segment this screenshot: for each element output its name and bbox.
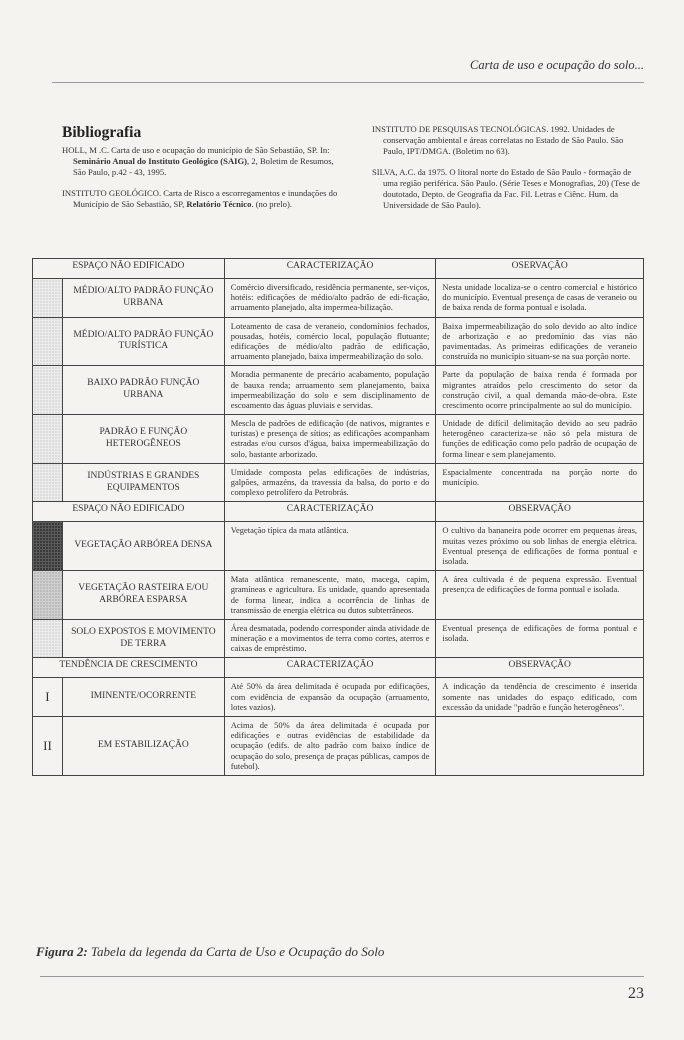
legend-caracterizacao-cell: Acima de 50% da área delimitada é ocupada por edificações e outras evidências de estabilidade da ocupação (edifs. de alto padrão com baixo índice de ocupação do solo, presença de praças públicas, campos de futebol). bbox=[224, 717, 436, 776]
bibliography-title: Bibliografia bbox=[62, 124, 142, 141]
legend-pattern-swatch bbox=[33, 366, 63, 415]
section-header-caracterizacao: CARACTERIZAÇÃO bbox=[224, 502, 436, 522]
legend-class-label: INDÚSTRIAS E GRANDES EQUIPAMENTOS bbox=[62, 463, 224, 502]
legend-pattern-swatch bbox=[33, 463, 63, 502]
legend-class-label: PADRÃO E FUNÇÃO HETEROGÊNEOS bbox=[62, 415, 224, 464]
legend-caracterizacao-cell: Área desmatada, podendo corresponder ainda atividade de mineração e a movimentos de terra como cortes, aterros e caixas de empréstimo. bbox=[224, 619, 436, 658]
header-rule bbox=[52, 82, 644, 83]
section-header-row bbox=[33, 502, 644, 522]
bibliography-right-column bbox=[372, 124, 646, 220]
legend-row bbox=[33, 366, 644, 415]
running-head: Carta de uso e ocupação do solo... bbox=[470, 58, 644, 72]
reference-entry: INSTITUTO DE PESQUISAS TECNOLÓGICAS. 1992. Unidades de conservação ambiental e áreas correlatas no Estado de São Paulo. São Paulo, IPT/DMGA. (Boletim no 63). bbox=[372, 124, 624, 157]
reference-entry: SILVA, A.C. da 1975. O litoral norte do Estado de São Paulo - formação de uma região periférica. São Paulo. (Série Teses e Monografias, 20) (Tese de doutotado, Depto. de Geografia da Fac. Fil. Letras e Ciênc. Hum. da Universidade de São Paulo). bbox=[372, 166, 640, 211]
footer-rule bbox=[40, 976, 644, 977]
legend-observacao-cell: Nesta unidade localiza-se o centro comercial e histórico do município. Eventual presença de casas de veraneio ou de baixa renda de forma pontual e isolada. bbox=[436, 279, 644, 318]
legend-pattern-swatch bbox=[33, 619, 63, 658]
legend-pattern-swatch bbox=[33, 279, 63, 318]
bibliography-left-column bbox=[62, 124, 344, 219]
legend-table bbox=[32, 258, 644, 776]
section-header-class: TENDÊNCIA DE CRESCIMENTO bbox=[33, 658, 225, 678]
section-header-caracterizacao: CARACTERIZAÇÃO bbox=[224, 658, 436, 678]
legend-class-label: VEGETAÇÃO RASTEIRA E/OU ARBÓREA ESPARSA bbox=[62, 571, 224, 620]
legend-row bbox=[33, 279, 644, 318]
legend-caracterizacao-cell: Loteamento de casa de veraneio, condomínios fechados, pousadas, hotéis, comércio local, população flutuante; edificações de médio/alto padrão de edificação, arruamento planejado, baixa impermeabilização do solo. bbox=[224, 317, 436, 366]
legend-row bbox=[33, 463, 644, 502]
figure-caption bbox=[36, 944, 384, 960]
legend-observacao-cell: Espacialmente concentrada na porção norte do município. bbox=[436, 463, 644, 502]
legend-row bbox=[33, 415, 644, 464]
legend-caracterizacao-cell: Mata atlântica remanescente, mato, macega, capim, gramíneas e agricultura. Es unidade, quando apresentada de forma linear, indica a ocorrência de linhas de transmissão de energia elétrica ou dutos subterrâneos. bbox=[224, 571, 436, 620]
figure-label: Figura 2: bbox=[36, 944, 88, 959]
legend-row bbox=[33, 717, 644, 776]
legend-observacao-cell: A área cultivada é de pequena expressão. Eventual presen;ca de edificações de forma pontual e isolada. bbox=[436, 571, 644, 620]
section-header-row bbox=[33, 658, 644, 678]
page-number: 23 bbox=[628, 985, 644, 1002]
legend-class-label: IMINENTE/OCORRENTE bbox=[62, 678, 224, 717]
legend-caracterizacao-cell: Até 50% da área delimitada é ocupada por edificações, com evidência de expansão da ocupação (arruamento, lotes vazios). bbox=[224, 678, 436, 717]
legend-pattern-swatch bbox=[33, 571, 63, 620]
legend-class-label: EM ESTABILIZAÇÃO bbox=[62, 717, 224, 776]
legend-caracterizacao-cell: Moradia permanente de precário acabamento, população de bauxa renda; arruamento sem planejamento, baixa impermeabilização do solo e sem disciplinamento de escoamento das águas pluviais e servidas. bbox=[224, 366, 436, 415]
legend-observacao-cell: Parte da população de baixa renda é formada por migrantes atraídos pelo crescimento do setor da construção civil, a qual demanda mão-de-obra. Este crescimento ocorre principalmente ao sul do município. bbox=[436, 366, 644, 415]
legend-class-label: MÉDIO/ALTO PADRÃO FUNÇÃO TURÍSTICA bbox=[62, 317, 224, 366]
growth-tendency-number: I bbox=[33, 678, 63, 717]
growth-tendency-number: II bbox=[33, 717, 63, 776]
section-header-row bbox=[33, 259, 644, 279]
section-header-observacao: OSERVAÇÃO bbox=[436, 259, 644, 279]
reference-text: HOLL, M .C. Carta de uso e ocupação do município de São Sebastião, SP. In: bbox=[62, 145, 330, 156]
section-header-class: ESPAÇO NÃO EDIFICADO bbox=[33, 259, 225, 279]
legend-class-label: VEGETAÇÃO ARBÓREA DENSA bbox=[62, 522, 224, 571]
section-header-observacao: OBSERVAÇÃO bbox=[436, 658, 644, 678]
legend-caracterizacao-cell: Comércio diversificado, residência permanente, ser-viços, hotéis: edificações de médio/alto padrão de edi-ficação, arruamento planejado, alta impermea-bilização. bbox=[224, 279, 436, 318]
legend-observacao-cell: Baixa impermeabilização do solo devido ao alto índice de arborização e ao predomínio das vias não pavimentadas. As primeiras edificações de veraneio construída no município situam-se na sua porção norte. bbox=[436, 317, 644, 366]
reference-entry bbox=[62, 145, 344, 179]
legend-pattern-swatch bbox=[33, 317, 63, 366]
legend-class-label: MÉDIO/ALTO PADRÃO FUNÇÃO URBANA bbox=[62, 279, 224, 318]
legend-observacao-cell: Eventual presença de edificações de forma pontual e isolada. bbox=[436, 619, 644, 658]
section-header-class: ESPAÇO NÃO EDIFICADO bbox=[33, 502, 225, 522]
legend-class-label: BAIXO PADRÃO FUNÇÃO URBANA bbox=[62, 366, 224, 415]
legend-class-label: SOLO EXPOSTOS E MOVIMENTO DE TERRA bbox=[62, 619, 224, 658]
reference-text: . (no prelo). bbox=[251, 198, 292, 209]
legend-observacao-cell bbox=[436, 717, 644, 776]
legend-row bbox=[33, 522, 644, 571]
reference-entry bbox=[62, 188, 344, 210]
reference-bold-title: Relatório Técnico bbox=[186, 198, 252, 209]
legend-caracterizacao-cell: Umidade composta pelas edificações de indústrias, galpões, armazéns, da travessia da balsa, do porto e do complexo petrolífero da Petrobrás. bbox=[224, 463, 436, 502]
legend-observacao-cell: A indicação da tendência de crescimento é inserida somente nas unidades do espaço edificado, com excessão da unidade "padrão e função heterogêneos". bbox=[436, 678, 644, 717]
reference-bold-title: Seminário Anual do Instituto Geológico (SAIG) bbox=[73, 156, 248, 167]
figure-caption-text: Tabela da legenda da Carta de Uso e Ocupação do Solo bbox=[87, 944, 385, 959]
legend-row bbox=[33, 619, 644, 658]
legend-row bbox=[33, 571, 644, 620]
section-header-observacao: OBSERVAÇÃO bbox=[436, 502, 644, 522]
reference-text: INSTITUTO GEOLÓGICO. Carta de Risco a escorregamentos e inundações do Município de São Sebastião, SP, bbox=[62, 187, 338, 209]
legend-caracterizacao-cell: Mescla de padrões de edificação (de nativos, migrantes e turistas) e presença de sítios; as edificações acompanham estradas e/ou cursos d'água, baixa impermeabilização do solo, bastante arborizado. bbox=[224, 415, 436, 464]
legend-pattern-swatch bbox=[33, 415, 63, 464]
legend-pattern-swatch bbox=[33, 522, 63, 571]
legend-observacao-cell: O cultivo da bananeira pode ocorrer em pequenas áreas, muitas vezes próximo ou sob linhas de energia elétrica. Eventual presença de edificações de forma pontual e isolada. bbox=[436, 522, 644, 571]
legend-observacao-cell: Unidade de difícil delimitação devido ao seu padrão heterogêneo caracteriza-se não só pela mistura de funções de edificação como pelo padrão de ocupação de forma linear e sem planejamento. bbox=[436, 415, 644, 464]
legend-row bbox=[33, 317, 644, 366]
reference-text: , 2, Boletim de Resumos, São Paulo, p.42 - 43, 1995. bbox=[73, 156, 334, 178]
legend-caracterizacao-cell: Vegetação típica da mata atlântica. bbox=[224, 522, 436, 571]
section-header-caracterizacao: CARACTERIZAÇÃO bbox=[224, 259, 436, 279]
legend-row bbox=[33, 678, 644, 717]
